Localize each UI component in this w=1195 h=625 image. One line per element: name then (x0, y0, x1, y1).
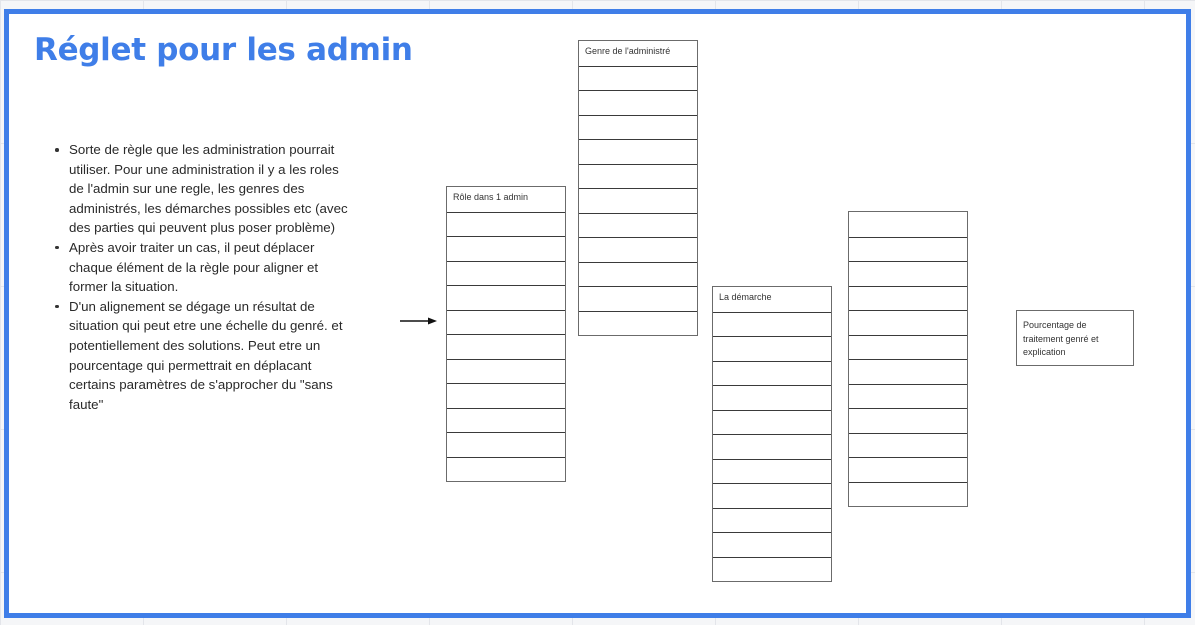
table-row (849, 286, 967, 311)
bullet-list (51, 140, 351, 414)
table-row (447, 432, 565, 457)
arrow-right-icon (398, 316, 438, 326)
table-row (849, 310, 967, 335)
table-row (579, 164, 697, 189)
table-row (713, 532, 831, 557)
table-row (447, 408, 565, 433)
table-row (579, 139, 697, 164)
table-row (713, 459, 831, 484)
table-row (849, 408, 967, 433)
demarche-table[interactable] (712, 286, 832, 582)
table-row (849, 384, 967, 409)
table-row (447, 310, 565, 335)
table-row (579, 66, 697, 91)
bullet-item: D'un alignement se dégage un résultat de situation qui peut etre une échelle du genré. et potentiellement des solutions. Peut etre un pourcentage qui permettrait en déplacant certains paramètres de s'approcher du "sans faute" (51, 297, 351, 415)
bullet-item: Après avoir traiter un cas, il peut déplacer chaque élément de la règle pour aligner et former la situation. (51, 238, 351, 297)
table-row (579, 115, 697, 140)
table-header: Rôle dans 1 admin (453, 192, 529, 202)
table-row (447, 359, 565, 384)
table-row (849, 261, 967, 286)
table-row (713, 361, 831, 386)
table-row (713, 557, 831, 582)
table-row (447, 285, 565, 310)
table-row (579, 90, 697, 115)
table-row (849, 457, 967, 482)
table-row (849, 335, 967, 360)
board-title: Réglet pour les admin (34, 32, 413, 68)
table-header: Genre de l'administré (585, 46, 671, 56)
table-row (713, 483, 831, 508)
table-row (579, 311, 697, 336)
table-row (849, 359, 967, 384)
table-header: La démarche (719, 292, 772, 302)
table-row (579, 262, 697, 287)
result-box[interactable]: Pourcentage de traitement genré et explication (1016, 310, 1134, 366)
table-row (849, 237, 967, 262)
role-table[interactable] (446, 186, 566, 482)
table-row (579, 286, 697, 311)
table-row (713, 385, 831, 410)
table-row (713, 410, 831, 435)
table-row (579, 237, 697, 262)
table-row (579, 213, 697, 238)
table-row (713, 312, 831, 337)
table-row (447, 457, 565, 482)
bullet-item: Sorte de règle que les administration pourrait utiliser. Pour une administration il y a les roles de l'admin sur une regle, les genres des administrés, les démarches possibles etc (avec des parties qui peuvent plus poser problème) (51, 140, 351, 238)
table-row (713, 336, 831, 361)
table-row (447, 261, 565, 286)
table-row (713, 508, 831, 533)
table-row (447, 383, 565, 408)
blank-table[interactable] (848, 211, 968, 507)
table-row (849, 433, 967, 458)
table-row (447, 236, 565, 261)
table-row (447, 334, 565, 359)
table-header (849, 212, 967, 237)
table-row (849, 482, 967, 507)
table-row (579, 188, 697, 213)
table-row (447, 212, 565, 237)
table-row (713, 434, 831, 459)
genre-table[interactable] (578, 40, 698, 336)
